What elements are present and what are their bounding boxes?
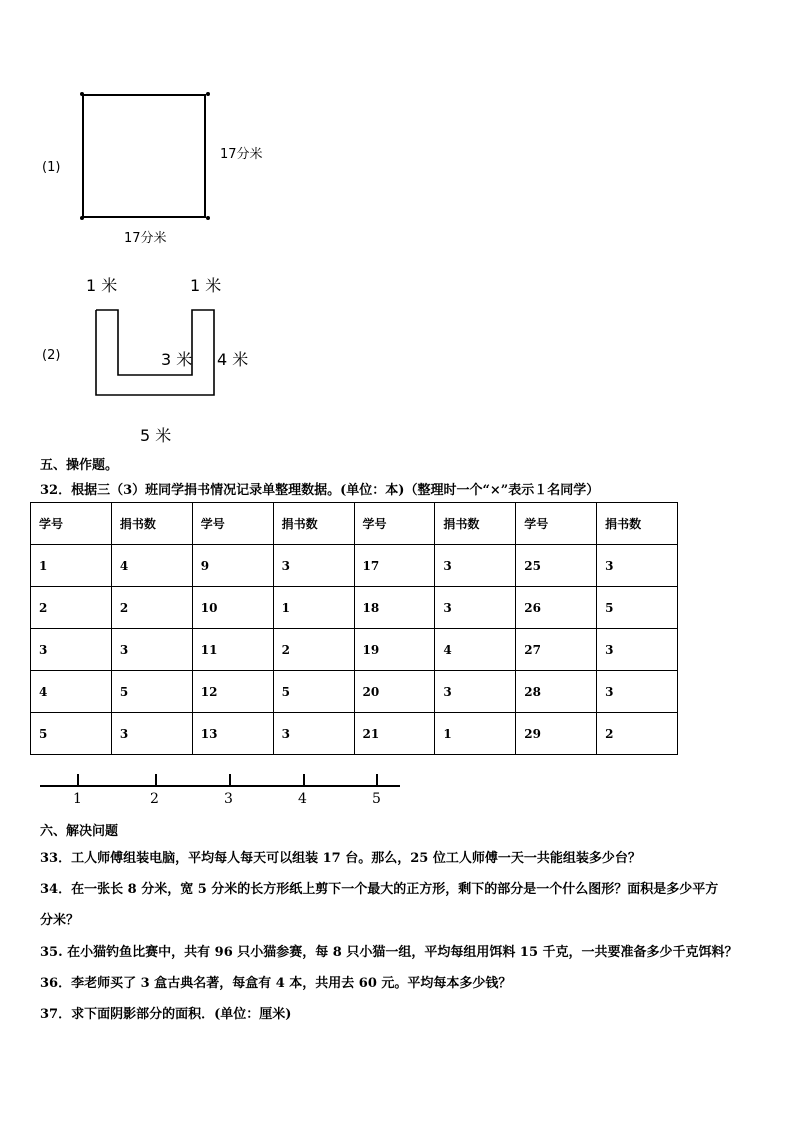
donation-table bbox=[30, 502, 678, 755]
table-cell: 1 bbox=[435, 713, 516, 755]
table-cell: 20 bbox=[354, 671, 435, 713]
table-cell: 3 bbox=[597, 629, 678, 671]
table-cell: 1 bbox=[273, 587, 354, 629]
question-32: 32．根据三（3）班同学捐书情况记录单整理数据。(单位：本)（整理时一个“×”表示１名同学） bbox=[40, 483, 600, 498]
table-cell: 1 bbox=[31, 545, 112, 587]
table-cell: 3 bbox=[597, 671, 678, 713]
u-top-right-label: 1 米 bbox=[190, 276, 222, 295]
question-34-line2: 分米？ bbox=[40, 913, 80, 928]
table-row bbox=[31, 671, 678, 713]
table-cell: 2 bbox=[597, 713, 678, 755]
number-line-label: 3 bbox=[224, 791, 233, 807]
corner-dot bbox=[80, 92, 84, 96]
number-line-tick bbox=[229, 774, 231, 786]
table-header-cell: 学号 bbox=[516, 503, 597, 545]
table-cell: 3 bbox=[435, 545, 516, 587]
table-cell: 9 bbox=[192, 545, 273, 587]
table-row bbox=[31, 545, 678, 587]
table-cell: 18 bbox=[354, 587, 435, 629]
table-cell: 3 bbox=[111, 713, 192, 755]
number-line-tick bbox=[155, 774, 157, 786]
u-bottom-label: 5 米 bbox=[140, 426, 172, 445]
u-outer-height-label: 4 米 bbox=[217, 350, 249, 369]
question-35: 35. 在小猫钓鱼比赛中，共有 96 只小猫参赛，每 8 只小猫一组，平均每组用饵料 15 千克，一共要准备多少千克饵料？ bbox=[40, 945, 738, 960]
table-cell: 2 bbox=[31, 587, 112, 629]
corner-dot bbox=[206, 92, 210, 96]
table-cell: 5 bbox=[111, 671, 192, 713]
table-cell: 27 bbox=[516, 629, 597, 671]
table-cell: 21 bbox=[354, 713, 435, 755]
table-cell: 11 bbox=[192, 629, 273, 671]
table-cell: 2 bbox=[273, 629, 354, 671]
section5-heading: 五、操作题。 bbox=[40, 458, 119, 473]
table-cell: 3 bbox=[273, 713, 354, 755]
table-cell: 13 bbox=[192, 713, 273, 755]
square-bottom-label: 17分米 bbox=[124, 231, 167, 246]
table-row bbox=[31, 713, 678, 755]
number-line-tick bbox=[303, 774, 305, 786]
question-36: 36．李老师买了 3 盒古典名著，每盒有 4 本，共用去 60 元。平均每本多少钱？ bbox=[40, 976, 512, 991]
table-cell: 29 bbox=[516, 713, 597, 755]
number-line-tick bbox=[77, 774, 79, 786]
u-top-left-label: 1 米 bbox=[86, 276, 118, 295]
square-figure bbox=[82, 94, 206, 218]
table-cell: 3 bbox=[273, 545, 354, 587]
table-cell: 10 bbox=[192, 587, 273, 629]
square-side-label: 17分米 bbox=[220, 147, 263, 162]
table-cell: 19 bbox=[354, 629, 435, 671]
table-cell: 4 bbox=[31, 671, 112, 713]
table-header-cell: 捐书数 bbox=[435, 503, 516, 545]
table-header-row bbox=[31, 503, 678, 545]
u-shape-figure bbox=[90, 305, 225, 400]
figure2-label: (2) bbox=[42, 348, 61, 363]
table-row bbox=[31, 629, 678, 671]
table-cell: 17 bbox=[354, 545, 435, 587]
table-cell: 3 bbox=[111, 629, 192, 671]
number-line-label: 1 bbox=[73, 791, 82, 807]
table-cell: 12 bbox=[192, 671, 273, 713]
section6-heading: 六、解决问题 bbox=[40, 824, 119, 839]
number-line-tick bbox=[376, 774, 378, 786]
question-34-line1: 34．在一张长 8 分米，宽 5 分米的长方形纸上剪下一个最大的正方形，剩下的部分是一个什么图形？面积是多少平方 bbox=[40, 882, 719, 897]
corner-dot bbox=[206, 216, 210, 220]
table-header-cell: 捐书数 bbox=[597, 503, 678, 545]
number-line-label: 2 bbox=[150, 791, 159, 807]
u-inner-height-label: 3 米 bbox=[161, 350, 193, 369]
table-cell: 4 bbox=[111, 545, 192, 587]
table-cell: 25 bbox=[516, 545, 597, 587]
question-33: 33．工人师傅组装电脑，平均每人每天可以组装 17 台。那么，25 位工人师傅一天一共能组装多少台？ bbox=[40, 851, 641, 866]
table-cell: 3 bbox=[597, 545, 678, 587]
table-cell: 5 bbox=[597, 587, 678, 629]
table-header-cell: 捐书数 bbox=[111, 503, 192, 545]
table-header-cell: 学号 bbox=[31, 503, 112, 545]
number-line-label: 5 bbox=[372, 791, 381, 807]
question-37: 37．求下面阴影部分的面积．(单位：厘米) bbox=[40, 1007, 292, 1022]
table-cell: 3 bbox=[31, 629, 112, 671]
table-cell: 2 bbox=[111, 587, 192, 629]
table-header-cell: 学号 bbox=[192, 503, 273, 545]
number-line bbox=[40, 785, 400, 787]
table-row bbox=[31, 587, 678, 629]
table-cell: 3 bbox=[435, 671, 516, 713]
corner-dot bbox=[80, 216, 84, 220]
table-cell: 28 bbox=[516, 671, 597, 713]
table-cell: 26 bbox=[516, 587, 597, 629]
table-header-cell: 学号 bbox=[354, 503, 435, 545]
table-header-cell: 捐书数 bbox=[273, 503, 354, 545]
table-cell: 3 bbox=[435, 587, 516, 629]
number-line-label: 4 bbox=[298, 791, 307, 807]
table-cell: 5 bbox=[273, 671, 354, 713]
figure1-label: (1) bbox=[42, 160, 61, 175]
table-cell: 5 bbox=[31, 713, 112, 755]
table-cell: 4 bbox=[435, 629, 516, 671]
